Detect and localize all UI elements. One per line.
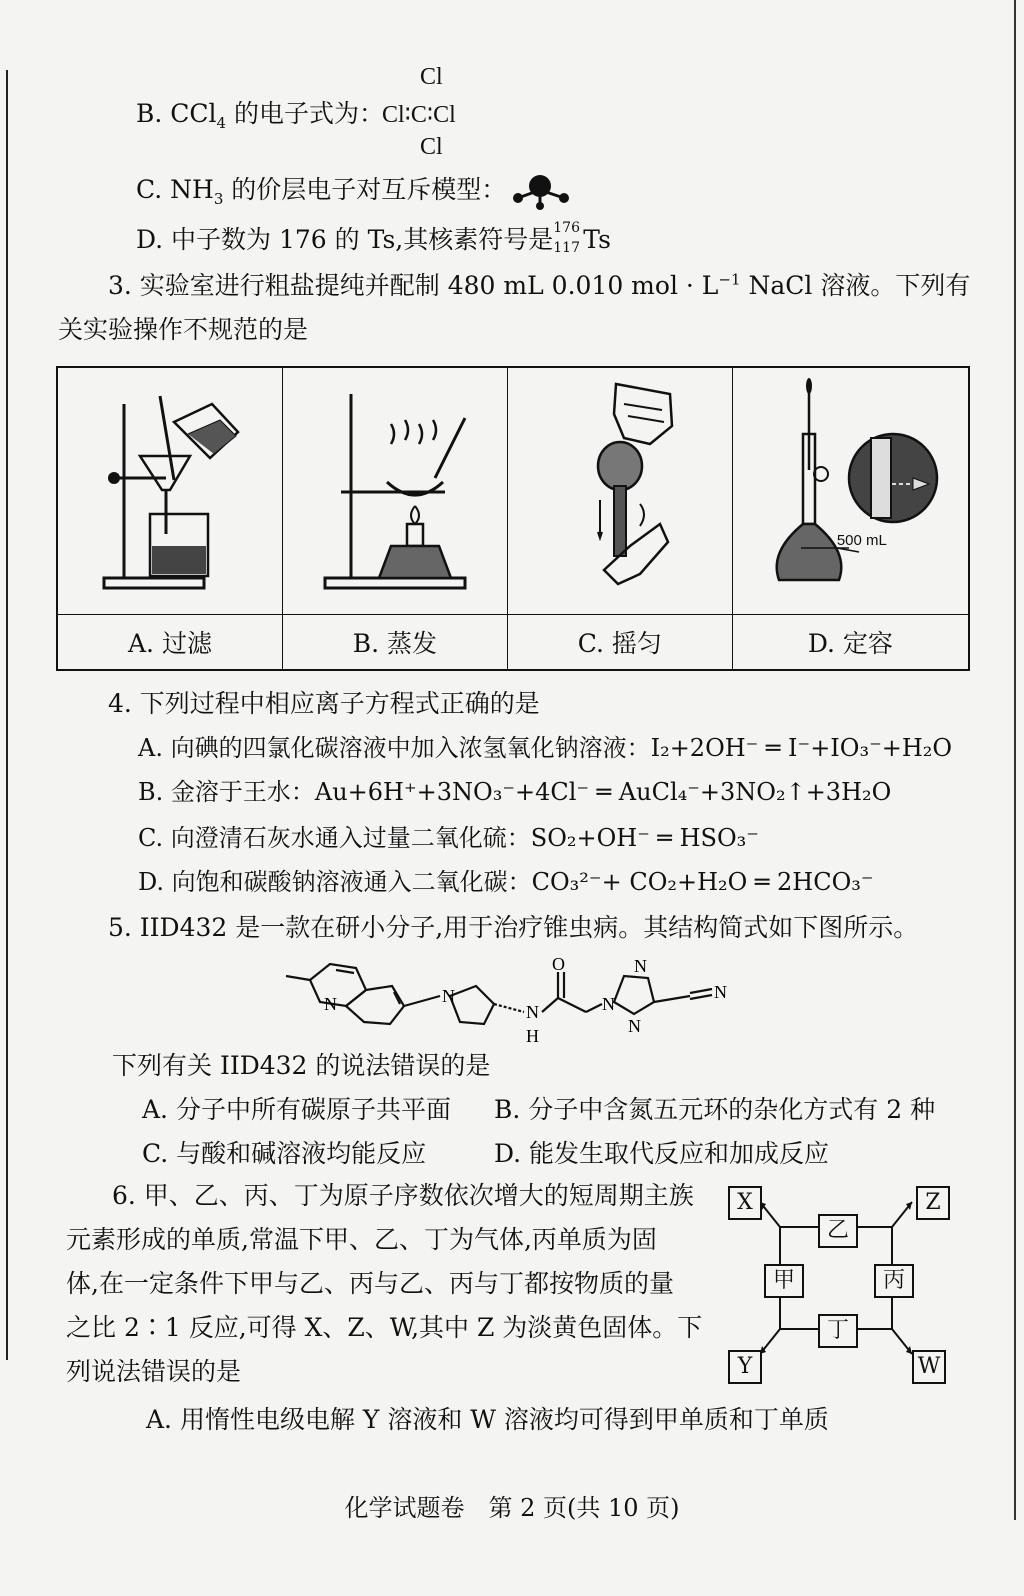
q5-option-a: A. 分子中所有碳原子共平面 bbox=[142, 1095, 451, 1124]
node-w: W bbox=[912, 1350, 946, 1384]
atom-n2: N bbox=[442, 986, 455, 1006]
evaporation-cell bbox=[282, 367, 507, 615]
iid432-structure bbox=[280, 950, 750, 1050]
q6-line2: 元素形成的单质,常温下甲、乙、丁为气体,丙单质为固 bbox=[66, 1225, 657, 1254]
filtration-cell bbox=[57, 367, 282, 615]
option-d-volume: D. 定容 bbox=[732, 615, 969, 671]
q4-option-b: B. 金溶于王水：Au+6H⁺+3NO₃⁻+4Cl⁻ ═ AuCl₄⁻+3NO₂↑+3H₂O bbox=[138, 778, 892, 806]
q4-option-a: A. 向碘的四氯化碳溶液中加入浓氢氧化钠溶液：I₂+2OH⁻ ═ I⁻+IO₃⁻+H₂O bbox=[138, 734, 953, 762]
q6-line5: 列说法错误的是 bbox=[66, 1357, 242, 1386]
volumetric-flask-icon bbox=[745, 374, 955, 604]
node-x: X bbox=[728, 1186, 762, 1220]
option-b-evaporation: B. 蒸发 bbox=[282, 615, 507, 671]
atom-tn3: N bbox=[628, 1016, 641, 1036]
atom-cn: N bbox=[714, 982, 727, 1002]
node-y: Y bbox=[728, 1350, 762, 1384]
ccl4-bottom-cl: Cl bbox=[420, 134, 443, 160]
node-yi: 乙 bbox=[818, 1214, 858, 1248]
flask-volume-label: 500 mL bbox=[836, 532, 887, 549]
q3-stem-line1: 3. 实验室进行粗盐提纯并配制 480 mL 0.010 mol · $L^{-1}$ NaCl 溶液。下列有 bbox=[108, 270, 971, 300]
atom-nh: N bbox=[526, 1002, 539, 1022]
atom-o: O bbox=[552, 954, 565, 974]
q6-line1: 6. 甲、乙、丙、丁为原子序数依次增大的短周期主族 bbox=[112, 1181, 694, 1210]
node-jia: 甲 bbox=[764, 1264, 804, 1298]
q2-option-d: D. 中子数为 176 的 Ts,其核素符号是 176 117 Ts bbox=[136, 220, 611, 256]
node-bing: 丙 bbox=[874, 1264, 914, 1298]
option-a-filtration: A. 过滤 bbox=[57, 615, 282, 671]
q5-option-b: B. 分子中含氮五元环的杂化方式有 2 种 bbox=[494, 1095, 936, 1124]
atom-tn2: N bbox=[634, 956, 647, 976]
q4-stem: 4. 下列过程中相应离子方程式正确的是 bbox=[108, 689, 540, 718]
q3-options-table bbox=[56, 366, 970, 671]
filtration-apparatus-icon bbox=[70, 374, 270, 604]
nuclide-symbol: 176 117 bbox=[553, 220, 580, 256]
evaporation-apparatus-icon bbox=[295, 374, 495, 604]
atom-n1: N bbox=[324, 994, 337, 1014]
volumetric-cell bbox=[732, 367, 969, 615]
q2-option-b: B. CCl$_4$ 的电子式为： bbox=[136, 99, 385, 132]
ccl4-top-cl: Cl bbox=[420, 64, 443, 90]
atom-tn1: N bbox=[602, 994, 615, 1014]
vsepr-model-icon bbox=[508, 172, 572, 212]
ccl4-middle: Cl∶C∶Cl bbox=[382, 102, 456, 128]
shaking-flask-icon bbox=[520, 374, 720, 604]
page-edge-right bbox=[1014, 0, 1016, 1520]
q5-option-c: C. 与酸和碱溶液均能反应 bbox=[142, 1139, 427, 1168]
q5-stem: 5. IID432 是一款在研小分子,用于治疗锥虫病。其结构简式如下图所示。 bbox=[108, 913, 919, 942]
page-edge-left bbox=[6, 70, 8, 1360]
node-z: Z bbox=[916, 1186, 950, 1220]
option-c-shaking: C. 摇匀 bbox=[507, 615, 732, 671]
q5-option-d: D. 能发生取代反应和加成反应 bbox=[494, 1139, 830, 1168]
q6-option-a: A. 用惰性电级电解 Y 溶液和 W 溶液均可得到甲单质和丁单质 bbox=[146, 1405, 829, 1434]
q4-option-c: C. 向澄清石灰水通入过量二氧化硫：SO₂+OH⁻ ═ HSO₃⁻ bbox=[138, 824, 759, 852]
node-ding: 丁 bbox=[818, 1314, 858, 1348]
q5-sub-stem: 下列有关 IID432 的说法错误的是 bbox=[112, 1051, 491, 1080]
atom-h: H bbox=[526, 1026, 539, 1046]
page-footer: 化学试题卷 第 2 页(共 10 页) bbox=[344, 1494, 680, 1522]
q4-option-d: D. 向饱和碳酸钠溶液通入二氧化碳：CO₃²⁻+ CO₂+H₂O ═ 2HCO₃⁻ bbox=[138, 868, 874, 896]
q6-line3: 体,在一定条件下甲与乙、丙与乙、丙与丁都按物质的量 bbox=[66, 1269, 674, 1298]
q2-option-c: C. $NH_3$ 的价层电子对互斥模型： bbox=[136, 175, 507, 208]
q6-line4: 之比 2∶1 反应,可得 X、Z、W,其中 Z 为淡黄色固体。下 bbox=[66, 1313, 703, 1342]
q3-stem-line2: 关实验操作不规范的是 bbox=[58, 315, 309, 344]
shaking-cell bbox=[507, 367, 732, 615]
